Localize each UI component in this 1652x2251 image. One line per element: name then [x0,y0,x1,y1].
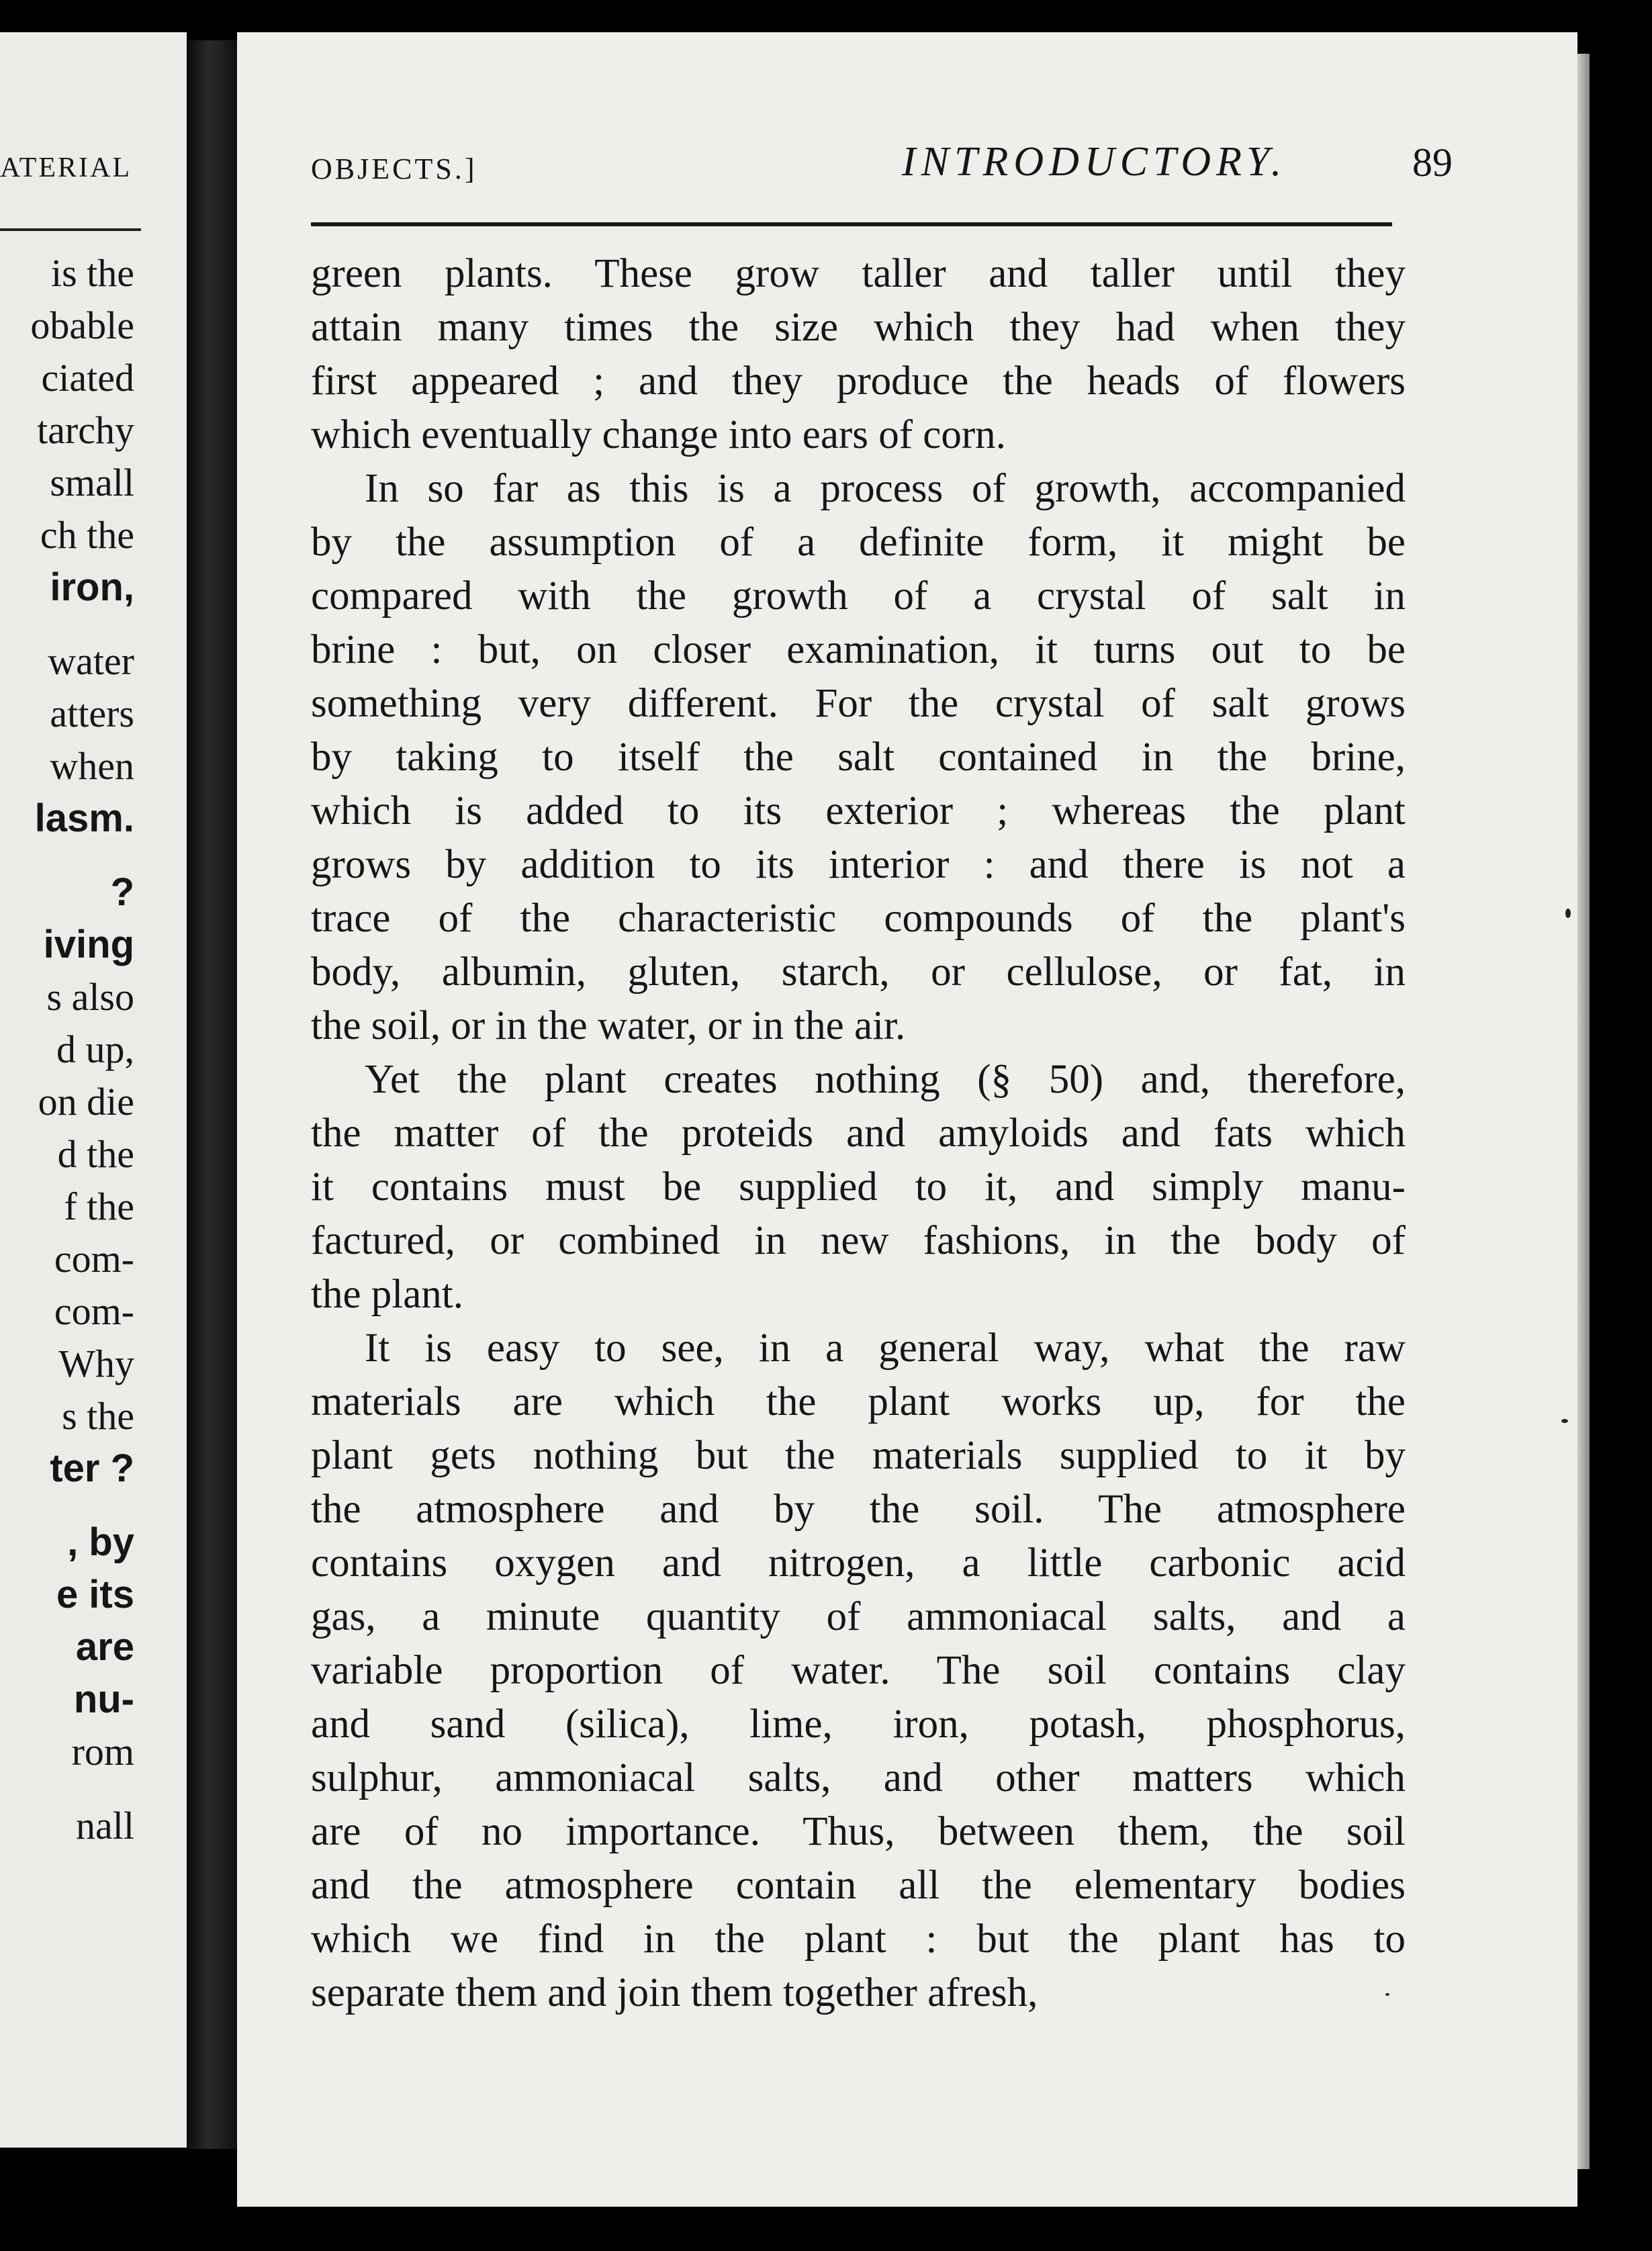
text-line: In so far as this is a process of growth, accompanied [365,466,1406,511]
text-line: it contains must be supplied to it, and simply manu- [311,1164,1406,1209]
left-page-line: ? [110,870,134,914]
left-page-line: water [48,639,134,683]
text-line: contains oxygen and nitrogen, a little carbonic acid [311,1541,1406,1586]
text-line: the atmosphere and by the soil. The atmosphere [311,1487,1406,1532]
text-line: materials are which the plant works up, for the [311,1379,1406,1424]
text-line: Yet the plant creates nothing (§ 50) and, therefore, [365,1057,1406,1102]
text-line: gas, a minute quantity of ammoniacal salts, and a [311,1594,1406,1639]
text-line: It is easy to see, in a general way, what the raw [365,1326,1406,1371]
left-page-line: com- [54,1237,134,1281]
print-speck [1561,1419,1568,1423]
left-page-line: on die [38,1080,134,1123]
text-line: by taking to itself the salt contained in the brine, [311,735,1406,780]
left-page-line: small [50,461,134,504]
left-page-line: d the [57,1132,134,1176]
text-line: body, albumin, gluten, starch, or cellulose, or fat, in [311,950,1406,995]
text-line: variable proportion of water. The soil contains clay [311,1648,1406,1693]
running-head-section: OBJECTS.] [311,152,477,185]
left-page-line: ch the [40,513,134,557]
paragraph [311,1053,1406,1322]
paragraph [311,247,1406,462]
text-line: factured, or combined in new fashions, in the body of [311,1218,1406,1263]
left-page-line: ciated [41,356,134,400]
text-line: compared with the growth of a crystal of salt in [311,573,1406,618]
left-page-line: iving [43,923,134,966]
paragraph [311,462,1406,1053]
head-rule [311,222,1392,226]
text-line: which is added to its exterior ; whereas the plant [311,788,1406,833]
left-page-line: nu- [73,1678,134,1721]
left-page-line: d up, [56,1027,134,1071]
text-line: and the atmosphere contain all the elementary bodies [311,1863,1406,1908]
text-line: something very different. For the crystal of salt grows [311,681,1406,726]
text-line: the soil, or in the water, or in the air. [311,1003,906,1048]
text-line: the plant. [311,1272,463,1317]
print-speck [1565,909,1571,918]
left-page-line: tarchy [37,408,134,452]
text-line: and sand (silica), lime, iron, potash, phosphorus, [311,1702,1406,1747]
text-line: first appeared ; and they produce the heads of flowers [311,359,1406,404]
left-page-line: com- [54,1289,134,1333]
text-line: green plants. These grow taller and taller until they [311,251,1406,296]
text-line: which we find in the plant : but the plant has to [311,1917,1406,1962]
book-gutter [187,40,237,2149]
running-head [311,133,1641,193]
left-page-line: obable [30,304,134,347]
left-facing-page [0,32,187,2148]
text-line: by the assumption of a definite form, it might be [311,520,1406,565]
left-page-line: e its [56,1573,134,1616]
text-line: the matter of the proteids and amyloids and fats which [311,1111,1406,1156]
left-page-line: rom [71,1730,134,1774]
left-page-text [30,247,134,1852]
text-line: sulphur, ammoniacal salts, and other matters which [311,1755,1406,1800]
left-page-line: is the [50,251,134,295]
body-text [311,247,1406,2020]
left-page-line: , by [67,1520,134,1564]
text-line: are of no importance. Thus, between them, the soil [311,1809,1406,1854]
text-line: separate them and join them together afresh, [311,1970,1038,2015]
text-line: brine : but, on closer examination, it turns out to be [311,627,1406,672]
left-page-line: s also [46,975,134,1019]
left-page-line: iron, [50,565,134,609]
page-edge [1577,54,1590,2169]
left-page-line: Why [58,1342,134,1385]
left-page-line: are [75,1625,134,1669]
right-page [237,32,1577,2207]
text-line: attain many times the size which they had when they [311,305,1406,350]
print-speck [1385,1993,1389,1996]
text-line: grows by addition to its interior : and there is not a [311,842,1406,887]
left-page-line: when [50,744,134,788]
text-line: which eventually change into ears of corn. [311,412,1006,457]
left-running-head: ATERIAL [0,152,132,183]
running-head-title: INTRODUCTORY. [902,139,1287,185]
page-number: 89 [1412,140,1453,185]
text-line: trace of the characteristic compounds of the plant's [311,896,1406,941]
left-page-line: atters [50,692,134,735]
left-page-line: s the [62,1394,134,1438]
left-head-rule [0,228,141,231]
left-page-line: nall [76,1804,134,1847]
left-page-line: f the [64,1185,134,1228]
left-page-line: ter ? [50,1446,134,1490]
left-page-line: lasm. [34,796,134,840]
text-line: plant gets nothing but the materials supplied to it by [311,1433,1406,1478]
paragraph [311,1322,1406,2020]
